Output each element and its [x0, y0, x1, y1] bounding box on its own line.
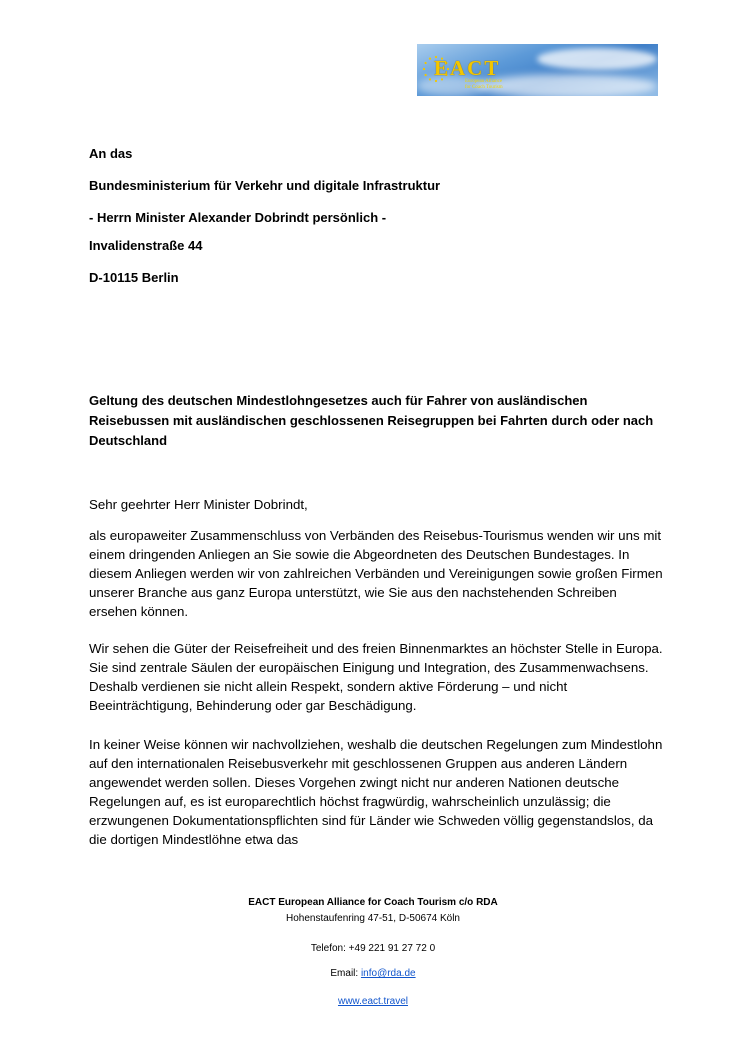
- footer-email-line: [0, 968, 746, 979]
- recipient-line: An das: [89, 146, 133, 161]
- body-paragraph: In keiner Weise können wir nachvollziehen, weshalb die deutschen Regelungen zum Mindestlohn auf den internationalen Reisebusverkehr mit geschlossenen Gruppen aus anderen Ländern angewendet werden sollen. Dieses Vorgehen zwingt nicht nur anderen Nationen deutsche Regelungen auf, es ist europarechtlich höchst fragwürdig, wahrscheinlich unzulässig; die erzwungenen Dokumentationspflichten sind für Länder wie Schweden völlig gegenstandslos, da die dortigen Mindestlöhne etwa das: [89, 737, 663, 847]
- footer-address: Hohenstaufenring 47-51, D-50674 Köln: [285, 913, 460, 924]
- body-paragraph: als europaweiter Zusammenschluss von Verbänden des Reisebus-Tourismus wenden wir uns mit einem dringenden Anliegen an Sie sowie die Abgeordneten des Deutschen Bundestages. In diesem Anliegen werden wir von zahlreichen Verbänden und Vereinigungen sowie großen Firmen unserer Branche aus ganz Europa unterstützt, wie Sie aus den nachstehenden Schreiben ersehen können.: [89, 528, 663, 619]
- recipient-line: Bundesministerium für Verkehr und digitale Infrastruktur: [89, 178, 441, 193]
- footer-website-line: [0, 996, 746, 1007]
- footer-email-label: Email:: [330, 968, 361, 979]
- recipient-line: D-10115 Berlin: [89, 270, 179, 285]
- recipient-line: - Herrn Minister Alexander Dobrindt persönlich -: [89, 210, 387, 225]
- eact-logo: [417, 44, 658, 96]
- logo-wordmark: EACT: [434, 56, 501, 80]
- recipient-line: Invalidenstraße 44: [89, 238, 203, 253]
- letter-subject: Geltung des deutschen Mindestlohngesetzes auch für Fahrer von ausländischen Reisebussen mit ausländischen geschlossenen Reisegruppen bei Fahrten durch oder nach Deutschland: [89, 393, 654, 448]
- footer-phone: Telefon: +49 221 91 27 72 0: [310, 943, 436, 954]
- salutation: Sehr geehrter Herr Minister Dobrindt,: [89, 497, 308, 512]
- body-paragraph: Wir sehen die Güter der Reisefreiheit und des freien Binnenmarktes an höchster Stelle in Europa. Sie sind zentrale Säulen der europäischen Einigung und Integration, des Zusammenwachsens. Deshalb verdienen sie nicht allein Respekt, sondern aktive Förderung – und nicht Beeinträchtigung, Behinderung oder gar Beschädigung.: [89, 641, 663, 713]
- email-link[interactable]: info@rda.de: [360, 968, 416, 979]
- footer-organization: EACT European Alliance for Coach Tourism c/o RDA: [248, 897, 498, 908]
- logo-tagline: European Alliance for Coach Tourism: [465, 79, 503, 90]
- website-link[interactable]: www.eact.travel: [337, 996, 409, 1007]
